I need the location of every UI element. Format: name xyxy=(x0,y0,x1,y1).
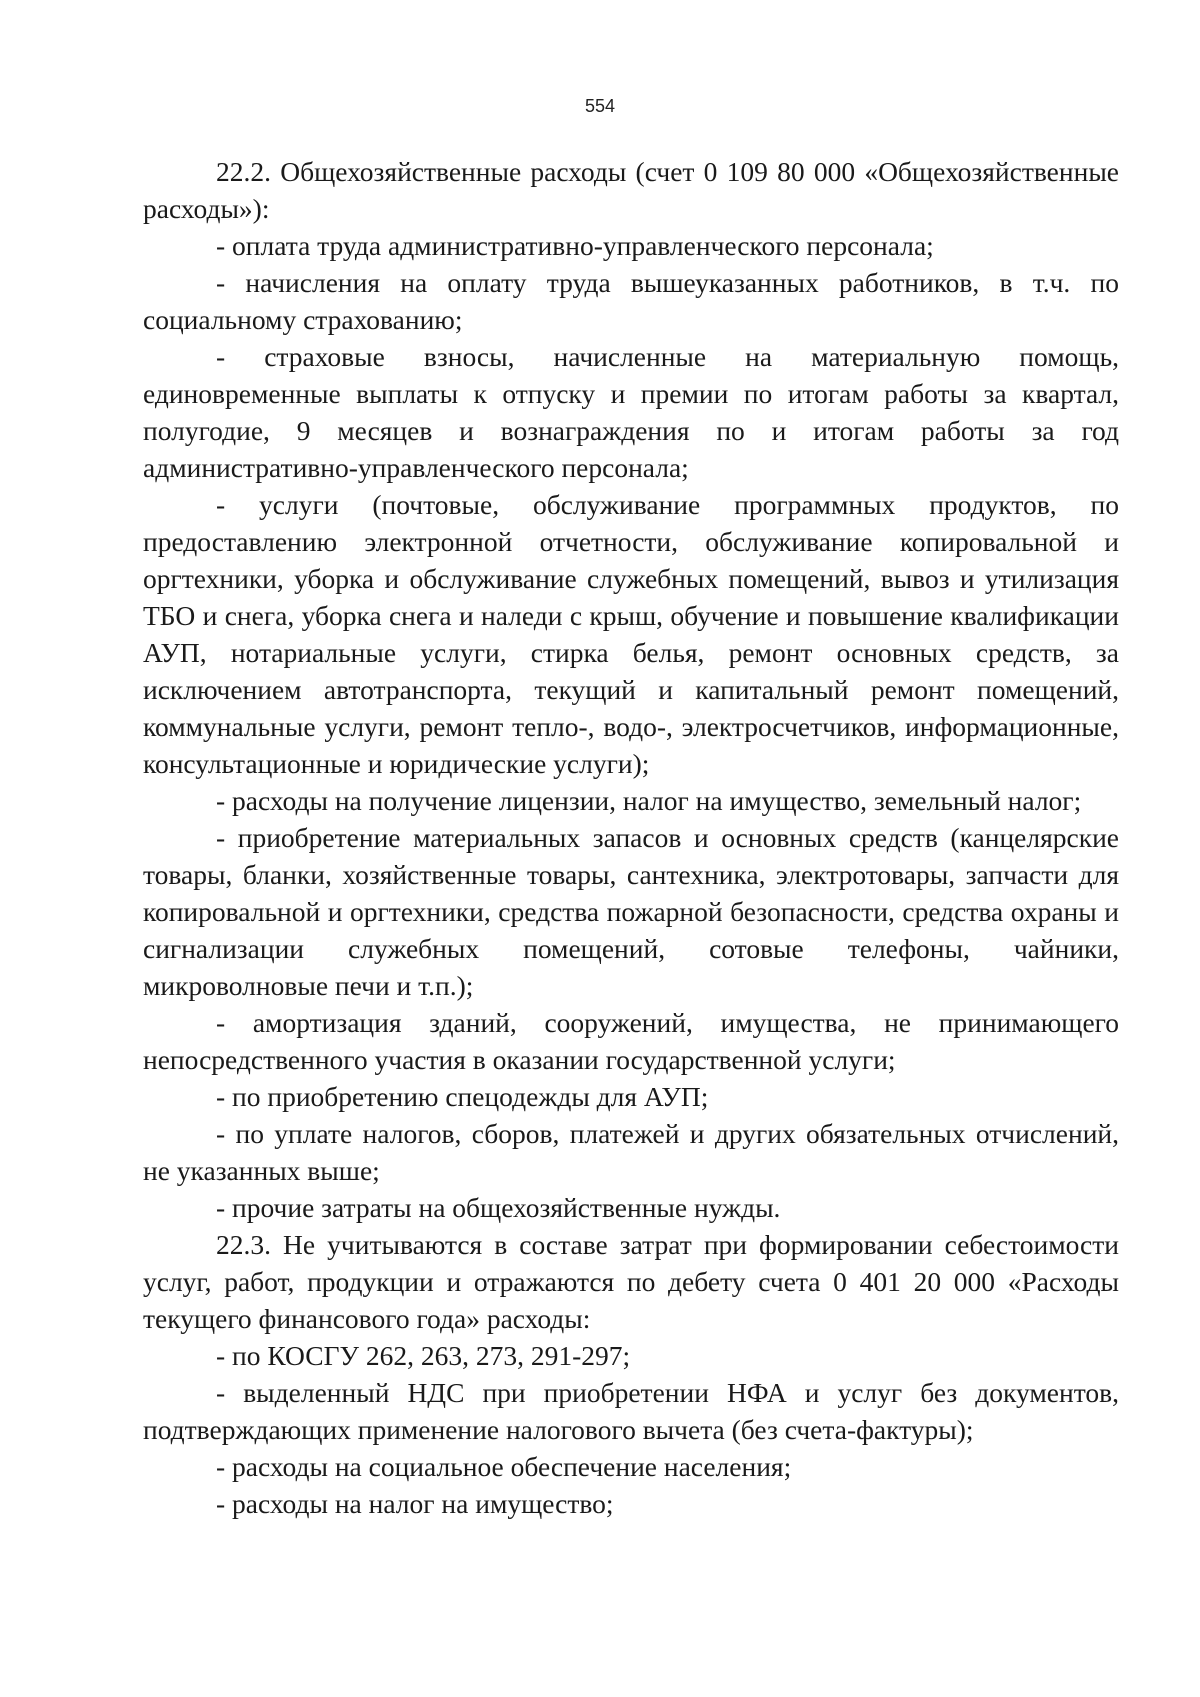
section-heading-22-3: 22.3. Не учитываются в составе затрат при формировании себестоимости услуг, работ, продукции и отражаются по дебету счета 0 401 20 000 «Расходы текущего финансового года» расходы: xyxy=(143,1229,1119,1334)
list-item: - по уплате налогов, сборов, платежей и других обязательных отчислений, не указанных выше; xyxy=(143,1118,1119,1186)
list-item: - расходы на социальное обеспечение населения; xyxy=(216,1451,792,1482)
section-heading-22-2: 22.2. Общехозяйственные расходы (счет 0 109 80 000 «Общехозяйственные расходы»): xyxy=(143,156,1119,224)
list-item: - прочие затраты на общехозяйственные нужды. xyxy=(216,1192,781,1223)
list-item: - выделенный НДС при приобретении НФА и услуг без документов, подтверждающих применение налогового вычета (без счета-фактуры); xyxy=(143,1377,1119,1445)
list-item: - расходы на получение лицензии, налог на имущество, земельный налог; xyxy=(216,785,1082,816)
list-item: - оплата труда административно-управленческого персонала; xyxy=(216,230,934,261)
document-body xyxy=(143,153,1119,1522)
list-item: - услуги (почтовые, обслуживание программных продуктов, по предоставлению электронной отчетности, обслуживание копировальной и оргтехники, уборка и обслуживание служебных помещений, вывоз и утилизация ТБО и снега, уборка снега и наледи с крыш, обучение и повышение квалификации АУП, нотариальные услуги, стирка белья, ремонт основных средств, за исключением автотранспорта, текущий и капитальный ремонт помещений, коммунальные услуги, ремонт тепло-, водо-, электросчетчиков, информационные, консультационные и юридические услуги); xyxy=(143,489,1119,779)
list-item: - начисления на оплату труда вышеуказанных работников, в т.ч. по социальному страхованию; xyxy=(143,267,1119,335)
list-item: - расходы на налог на имущество; xyxy=(216,1488,614,1519)
list-item: - амортизация зданий, сооружений, имущества, не принимающего непосредственного участия в оказании государственной услуги; xyxy=(143,1007,1119,1075)
list-item: - приобретение материальных запасов и основных средств (канцелярские товары, бланки, хозяйственные товары, сантехника, электротовары, запчасти для копировальной и оргтехники, средства пожарной безопасности, средства охраны и сигнализации служебных помещений, сотовые телефоны, чайники, микроволновые печи и т.п.); xyxy=(143,822,1119,1001)
list-item: - страховые взносы, начисленные на материальную помощь, единовременные выплаты к отпуску и премии по итогам работы за квартал, полугодие, 9 месяцев и вознаграждения по и итогам работы за год административно-управленческого персонала; xyxy=(143,341,1119,483)
page-number: 554 xyxy=(584,96,616,116)
list-item: - по КОСГУ 262, 263, 273, 291-297; xyxy=(216,1340,631,1371)
list-item: - по приобретению спецодежды для АУП; xyxy=(216,1081,709,1112)
